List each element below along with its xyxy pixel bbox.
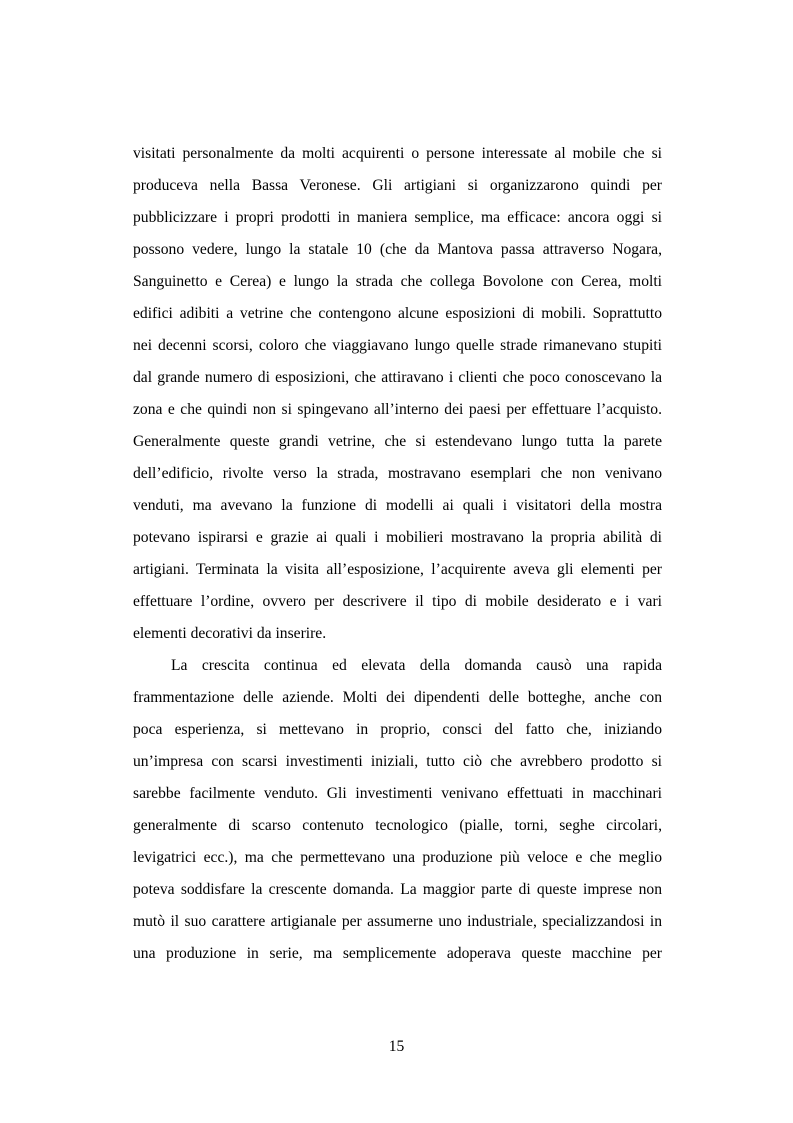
paragraph-2-line-4: un’impresa con scarsi investimenti iniziali, tutto ciò che avrebbero prodotto si	[133, 753, 662, 770]
paragraph-1-line-12: venduti, ma avevano la funzione di modelli ai quali i visitatori della mostra	[133, 497, 662, 514]
paragraph-2-line-7: levigatrici ecc.), ma che permettevano una produzione più veloce e che meglio	[133, 849, 662, 866]
paragraph-1-line-16: elementi decorativi da inserire.	[133, 625, 327, 642]
paragraph-2-line-6: generalmente di scarso contenuto tecnologico (pialle, torni, seghe circolari,	[133, 817, 662, 834]
paragraph-1-line-9: zona e che quindi non si spingevano all’interno dei paesi per effettuare l’acquisto.	[133, 401, 662, 418]
paragraph-2-line-10: una produzione in serie, ma semplicemente adoperava queste macchine per	[133, 945, 662, 962]
paragraph-2-line-1: La crescita continua ed elevata della domanda causò una rapida	[171, 657, 662, 674]
paragraph-1-line-4: possono vedere, lungo la statale 10 (che da Mantova passa attraverso Nogara,	[133, 241, 662, 258]
paragraph-1-line-5: Sanguinetto e Cerea) e lungo la strada che collega Bovolone con Cerea, molti	[133, 273, 662, 290]
paragraph-1-line-13: potevano ispirarsi e grazie ai quali i mobilieri mostravano la propria abilità di	[133, 529, 662, 546]
paragraph-1-line-15: effettuare l’ordine, ovvero per descrivere il tipo di mobile desiderato e i vari	[133, 593, 662, 610]
paragraph-2-line-3: poca esperienza, si mettevano in proprio, consci del fatto che, iniziando	[133, 721, 662, 738]
paragraph-2-line-8: poteva soddisfare la crescente domanda. La maggior parte di queste imprese non	[133, 881, 662, 898]
paragraph-1-line-11: dell’edificio, rivolte verso la strada, mostravano esemplari che non venivano	[133, 465, 662, 482]
page-number: 15	[388, 1038, 405, 1055]
paragraph-1-line-6: edifici adibiti a vetrine che contengono alcune esposizioni di mobili. Soprattutto	[133, 305, 662, 322]
paragraph-1-line-2: produceva nella Bassa Veronese. Gli artigiani si organizzarono quindi per	[133, 177, 662, 194]
paragraph-1-line-10: Generalmente queste grandi vetrine, che si estendevano lungo tutta la parete	[133, 433, 662, 450]
paragraph-2-line-5: sarebbe facilmente venduto. Gli investimenti venivano effettuati in macchinari	[133, 785, 662, 802]
paragraph-1-line-8: dal grande numero di esposizioni, che attiravano i clienti che poco conoscevano la	[133, 369, 662, 386]
paragraph-1-line-14: artigiani. Terminata la visita all’esposizione, l’acquirente aveva gli elementi per	[133, 561, 662, 578]
paragraph-2-line-9: mutò il suo carattere artigianale per assumerne uno industriale, specializzandosi in	[133, 913, 662, 930]
paragraph-1-line-3: pubblicizzare i propri prodotti in maniera semplice, ma efficace: ancora oggi si	[133, 209, 662, 226]
paragraph-1-line-1: visitati personalmente da molti acquirenti o persone interessate al mobile che si	[133, 145, 662, 162]
paragraph-2-line-2: frammentazione delle aziende. Molti dei dipendenti delle botteghe, anche con	[133, 689, 662, 706]
paragraph-1-line-7: nei decenni scorsi, coloro che viaggiavano lungo quelle strade rimanevano stupiti	[133, 337, 662, 354]
